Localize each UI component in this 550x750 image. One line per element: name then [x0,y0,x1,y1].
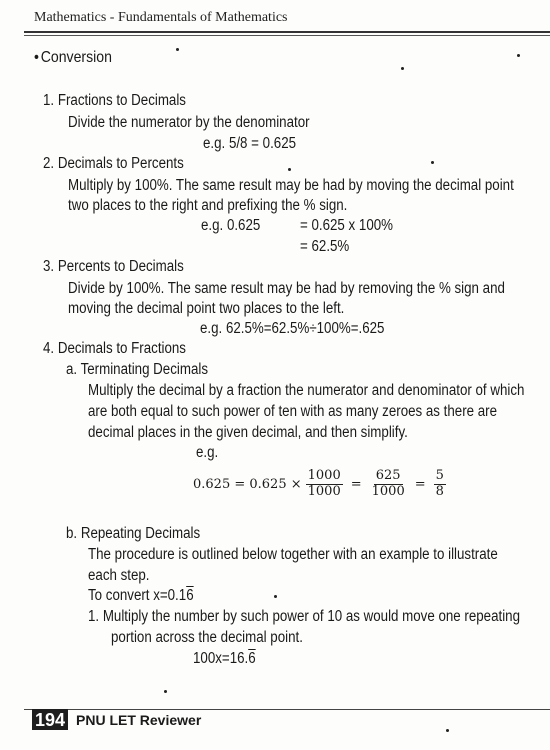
item-4a-eg: e.g. [196,444,219,461]
formula-equals-1: = [350,476,362,492]
scan-speck [517,54,520,57]
item-2-example-2: = 62.5% [300,238,350,255]
section-title [34,49,112,67]
item-4b-line-2: each step. [88,567,150,584]
item-3-example: e.g. 62.5%=62.5%÷100%=.625 [200,320,385,337]
item-1-example: e.g. 5/8 = 0.625 [203,135,297,152]
fraction-2-denominator: 1000 [371,483,405,499]
scan-speck [446,729,449,732]
fraction-1-numerator: 1000 [307,468,341,483]
step-1-repeating-digit: 6 [248,650,256,667]
page-header: Mathematics - Fundamentals of Mathematics [34,10,288,25]
fraction-3 [434,469,446,500]
step-1-eq-text: 100x=16. [193,650,249,667]
item-1-heading: 1. Fractions to Decimals [43,92,186,109]
scan-speck [288,168,291,171]
formula-equals-2: = [414,476,426,492]
section-bullet: • [34,49,39,66]
item-2-line-2: two places to the right and prefixing the % sign. [68,197,348,214]
footer-rule [24,709,550,710]
item-3-heading: 3. Percents to Decimals [43,258,184,275]
formula-lhs: 0.625 = 0.625 × [193,476,302,492]
item-4a-heading: a. Terminating Decimals [66,361,209,378]
fraction-2 [370,469,407,500]
item-4b-heading: b. Repeating Decimals [66,525,201,542]
item-1-line-1: Divide the numerator by the denominator [68,114,310,131]
scan-speck [164,690,167,693]
item-4b-step-1-cont: portion across the decimal point. [111,629,303,646]
fraction-1 [306,469,343,500]
item-4-heading: 4. Decimals to Fractions [43,340,186,357]
item-2-line-1: Multiply by 100%. The same result may be had by moving the decimal point [68,177,514,194]
item-4a-line-1: Multiply the decimal by a fraction the numerator and denominator of which [88,382,525,399]
item-4a-line-3: decimal places in the given decimal, and then simplify. [88,424,408,441]
fraction-3-denominator: 8 [435,483,444,499]
item-2-example-label: e.g. 0.625 [201,217,261,234]
convert-text: To convert x=0.1 [88,587,187,604]
header-rule [24,31,550,36]
terminating-decimal-formula [193,469,450,500]
section-title-text: Conversion [40,49,112,66]
item-2-example-1: = 0.625 x 100% [300,217,394,234]
scan-speck [274,595,277,598]
scan-speck [431,161,434,164]
fraction-3-numerator: 5 [435,468,444,483]
item-4a-line-2: are both equal to such power of ten with as many zeroes as there are [88,403,498,420]
item-4b-step-1-eq [193,651,256,667]
scan-speck [176,48,179,51]
footer-page-number: 194 [32,709,68,730]
convert-repeating-digit: 6 [186,587,194,604]
item-4b-convert [88,588,194,604]
item-4b-step-1: 1. Multiply the number by such power of 10 as would move one repeating [88,608,520,625]
fraction-1-denominator: 1000 [307,483,341,499]
item-4b-line-1: The procedure is outlined below together with an example to illustrate [88,546,498,563]
footer-title: PNU LET Reviewer [76,712,202,728]
item-3-line-1: Divide by 100%. The same result may be had by removing the % sign and [68,280,505,297]
scan-speck [401,67,404,70]
fraction-2-numerator: 625 [375,468,401,483]
item-3-line-2: moving the decimal point two places to the left. [68,300,345,317]
item-2-heading: 2. Decimals to Percents [43,155,184,172]
